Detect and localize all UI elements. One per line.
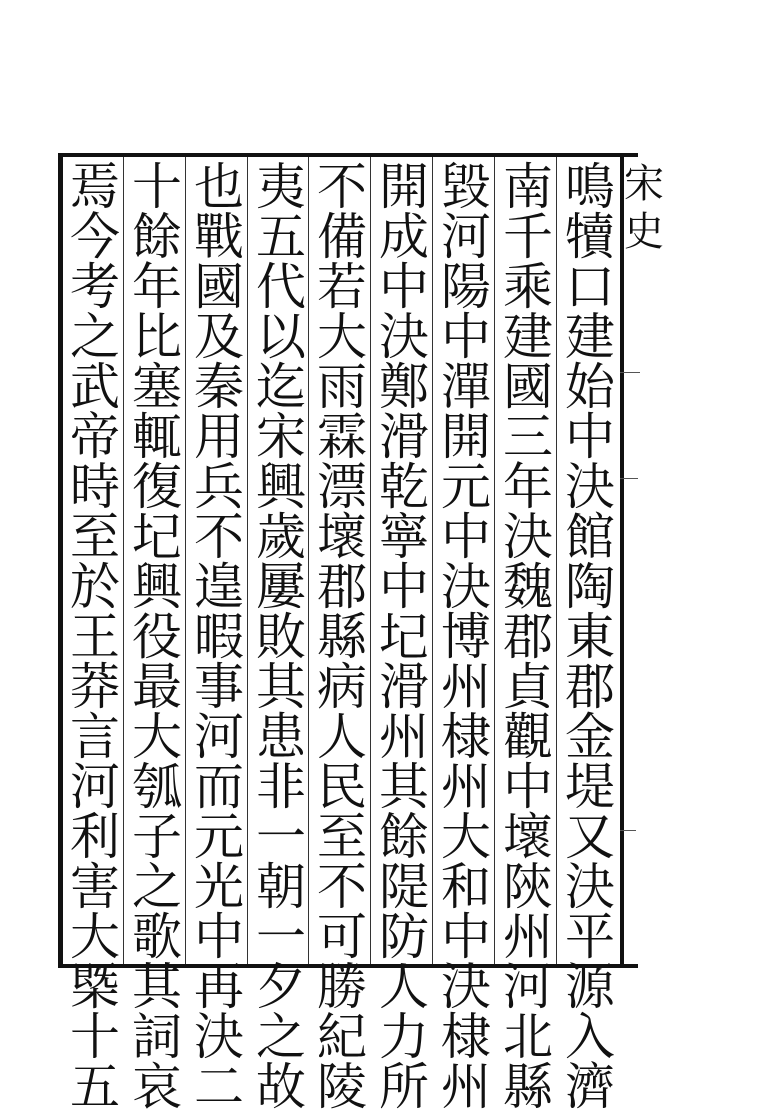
glyph: 光 — [194, 858, 244, 916]
glyph: 一 — [256, 808, 306, 866]
glyph: 口 — [565, 258, 615, 316]
glyph: 建 — [503, 308, 553, 366]
glyph: 也 — [194, 158, 244, 216]
glyph: 寧 — [379, 508, 429, 566]
glyph: 迄 — [256, 358, 306, 416]
glyph: 元 — [194, 808, 244, 866]
glyph: 成 — [379, 208, 429, 266]
glyph: 魏 — [503, 558, 553, 616]
text-column-7 — [189, 158, 249, 1116]
glyph: 其 — [132, 958, 182, 1016]
glyph: 至 — [70, 508, 120, 566]
glyph: 中 — [379, 558, 429, 616]
glyph: 河 — [441, 208, 491, 266]
glyph: 州 — [503, 908, 553, 966]
glyph: 五 — [70, 1058, 120, 1116]
glyph: 中 — [441, 908, 491, 966]
glyph: 圮 — [379, 608, 429, 666]
glyph: 決 — [379, 308, 429, 366]
glyph: 郡 — [317, 558, 367, 616]
glyph: 決 — [503, 508, 553, 566]
glyph: 乾 — [379, 458, 429, 516]
glyph: 入 — [565, 1008, 615, 1066]
glyph: 用 — [194, 408, 244, 466]
text-column-3 — [436, 158, 496, 1116]
glyph: 夕 — [256, 958, 306, 1016]
glyph: 其 — [379, 758, 429, 816]
glyph: 壞 — [317, 508, 367, 566]
glyph: 十 — [132, 158, 182, 216]
glyph: 開 — [441, 408, 491, 466]
glyph: 縣 — [503, 1058, 553, 1116]
glyph: 復 — [132, 458, 182, 516]
glyph: 其 — [256, 658, 306, 716]
glyph: 縣 — [317, 608, 367, 666]
glyph: 博 — [441, 608, 491, 666]
glyph: 宋 — [256, 408, 306, 466]
glyph: 滑 — [379, 408, 429, 466]
glyph: 不 — [317, 158, 367, 216]
glyph: 五 — [256, 208, 306, 266]
glyph: 州 — [441, 1058, 491, 1116]
glyph: 秦 — [194, 358, 244, 416]
glyph: 故 — [256, 1058, 306, 1116]
glyph: 子 — [132, 808, 182, 866]
glyph: 暇 — [194, 608, 244, 666]
glyph: 代 — [256, 258, 306, 316]
glyph: 州 — [379, 708, 429, 766]
glyph: 州 — [441, 758, 491, 816]
glyph: 二 — [194, 1058, 244, 1116]
glyph: 中 — [441, 308, 491, 366]
glyph: 備 — [317, 208, 367, 266]
glyph: 開 — [379, 158, 429, 216]
glyph: 武 — [70, 358, 120, 416]
glyph: 今 — [70, 208, 120, 266]
glyph: 屢 — [256, 558, 306, 616]
glyph: 哀 — [132, 1058, 182, 1116]
glyph: 最 — [132, 658, 182, 716]
glyph: 中 — [194, 908, 244, 966]
glyph: 興 — [256, 458, 306, 516]
glyph: 河 — [503, 958, 553, 1016]
text-column-6 — [251, 158, 311, 1116]
glyph: 元 — [441, 458, 491, 516]
text-column-8 — [127, 158, 187, 1116]
margin-tick — [620, 372, 640, 373]
glyph: 決 — [441, 958, 491, 1016]
glyph: 之 — [132, 858, 182, 916]
glyph: 時 — [70, 458, 120, 516]
page-frame-right-edge — [620, 153, 624, 968]
glyph: 人 — [317, 708, 367, 766]
glyph: 輒 — [132, 408, 182, 466]
glyph: 王 — [70, 608, 120, 666]
text-column-9 — [65, 158, 125, 1116]
glyph: 鄭 — [379, 358, 429, 416]
glyph: 役 — [132, 608, 182, 666]
glyph: 年 — [132, 258, 182, 316]
glyph: 不 — [194, 508, 244, 566]
glyph: 帝 — [70, 408, 120, 466]
glyph: 非 — [256, 758, 306, 816]
text-column-4 — [374, 158, 434, 1116]
glyph: 棣 — [441, 1008, 491, 1066]
glyph: 國 — [503, 358, 553, 416]
glyph: 觀 — [503, 708, 553, 766]
glyph: 霖 — [317, 408, 367, 466]
glyph: 平 — [565, 908, 615, 966]
glyph: 河 — [194, 708, 244, 766]
glyph: 紀 — [317, 1008, 367, 1066]
glyph: 決 — [441, 558, 491, 616]
glyph: 以 — [256, 308, 306, 366]
glyph: 餘 — [132, 208, 182, 266]
glyph: 又 — [565, 808, 615, 866]
glyph: 朝 — [256, 858, 306, 916]
glyph: 兵 — [194, 458, 244, 516]
glyph: 歌 — [132, 908, 182, 966]
glyph: 敗 — [256, 608, 306, 666]
glyph: 和 — [441, 858, 491, 916]
glyph: 防 — [379, 908, 429, 966]
glyph: 雨 — [317, 358, 367, 416]
glyph: 貞 — [503, 658, 553, 716]
glyph: 河 — [70, 758, 120, 816]
glyph: 十 — [70, 1008, 120, 1066]
glyph: 至 — [317, 808, 367, 866]
glyph: 及 — [194, 308, 244, 366]
glyph: 源 — [565, 958, 615, 1016]
margin-tick — [620, 478, 638, 479]
margin-tick — [620, 830, 636, 831]
glyph: 大 — [317, 308, 367, 366]
glyph: 館 — [565, 508, 615, 566]
glyph: 之 — [70, 308, 120, 366]
glyph: 大 — [441, 808, 491, 866]
margin-title-fragment: 宋史 — [624, 161, 664, 255]
glyph: 歲 — [256, 508, 306, 566]
glyph: 人 — [379, 958, 429, 1016]
glyph: 之 — [256, 1008, 306, 1066]
glyph: 決 — [565, 458, 615, 516]
glyph: 夷 — [256, 158, 306, 216]
glyph: 再 — [194, 958, 244, 1016]
glyph: 中 — [441, 508, 491, 566]
glyph: 鳴 — [565, 158, 615, 216]
glyph: 北 — [503, 1008, 553, 1066]
glyph: 潬 — [441, 358, 491, 416]
glyph: 決 — [565, 858, 615, 916]
glyph: 陝 — [503, 858, 553, 916]
glyph: 始 — [565, 358, 615, 416]
glyph: 焉 — [70, 158, 120, 216]
glyph: 隄 — [379, 858, 429, 916]
glyph: 中 — [379, 258, 429, 316]
glyph: 南 — [503, 158, 553, 216]
glyph: 郡 — [565, 658, 615, 716]
glyph: 詞 — [132, 1008, 182, 1066]
glyph: 遑 — [194, 558, 244, 616]
glyph: 患 — [256, 708, 306, 766]
text-column-2 — [498, 158, 558, 1116]
glyph: 陶 — [565, 558, 615, 616]
glyph: 東 — [565, 608, 615, 666]
glyph: 比 — [132, 308, 182, 366]
glyph: 大 — [70, 908, 120, 966]
glyph: 槩 — [70, 958, 120, 1016]
glyph: 事 — [194, 658, 244, 716]
glyph: 戰 — [194, 208, 244, 266]
glyph: 年 — [503, 458, 553, 516]
glyph: 而 — [194, 758, 244, 816]
glyph: 不 — [317, 858, 367, 916]
glyph: 建 — [565, 308, 615, 366]
glyph: 金 — [565, 708, 615, 766]
glyph: 可 — [317, 908, 367, 966]
glyph: 害 — [70, 858, 120, 916]
glyph: 壞 — [503, 808, 553, 866]
glyph: 濟 — [565, 1058, 615, 1116]
glyph: 言 — [70, 708, 120, 766]
glyph: 決 — [194, 1008, 244, 1066]
glyph: 莽 — [70, 658, 120, 716]
text-column-1 — [560, 158, 620, 1116]
glyph: 大 — [132, 708, 182, 766]
glyph: 所 — [379, 1058, 429, 1116]
glyph: 病 — [317, 658, 367, 716]
glyph: 民 — [317, 758, 367, 816]
glyph: 三 — [503, 408, 553, 466]
glyph: 毀 — [441, 158, 491, 216]
glyph: 漂 — [317, 458, 367, 516]
glyph: 郡 — [503, 608, 553, 666]
glyph: 利 — [70, 808, 120, 866]
glyph: 乘 — [503, 258, 553, 316]
glyph: 圮 — [132, 508, 182, 566]
glyph: 一 — [256, 908, 306, 966]
glyph: 中 — [503, 758, 553, 816]
glyph: 中 — [565, 408, 615, 466]
glyph: 勝 — [317, 958, 367, 1016]
glyph: 州 — [441, 658, 491, 716]
glyph: 陽 — [441, 258, 491, 316]
glyph: 塞 — [132, 358, 182, 416]
glyph: 堤 — [565, 758, 615, 816]
glyph: 餘 — [379, 808, 429, 866]
glyph: 若 — [317, 258, 367, 316]
glyph: 滑 — [379, 658, 429, 716]
glyph: 於 — [70, 558, 120, 616]
glyph: 國 — [194, 258, 244, 316]
glyph: 陵 — [317, 1058, 367, 1116]
glyph: 興 — [132, 558, 182, 616]
glyph: 瓠 — [132, 758, 182, 816]
glyph: 力 — [379, 1008, 429, 1066]
glyph: 犢 — [565, 208, 615, 266]
glyph: 千 — [503, 208, 553, 266]
glyph: 棣 — [441, 708, 491, 766]
glyph: 考 — [70, 258, 120, 316]
text-column-5 — [312, 158, 372, 1116]
